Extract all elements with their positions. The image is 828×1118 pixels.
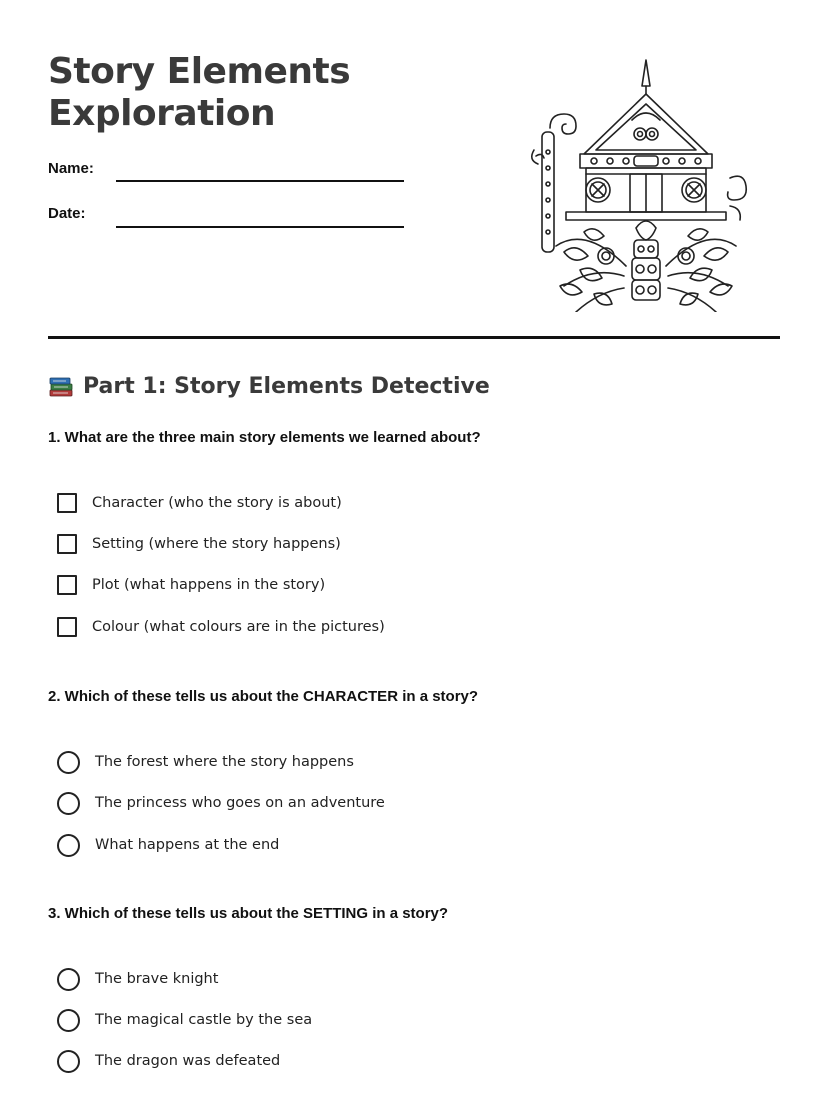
question-3: 3. Which of these tells us about the SETTING in a story? bbox=[48, 905, 449, 922]
checkbox[interactable] bbox=[57, 617, 77, 637]
question-2-option-2[interactable] bbox=[57, 790, 385, 816]
radio-button[interactable] bbox=[57, 1050, 80, 1073]
option-label: The forest where the story happens bbox=[95, 754, 354, 770]
question-2: 2. Which of these tells us about the CHARACTER in a story? bbox=[48, 688, 479, 705]
option-label: Plot (what happens in the story) bbox=[92, 577, 326, 593]
question-1-option-1[interactable] bbox=[57, 490, 342, 516]
question-3-option-3[interactable] bbox=[57, 1048, 280, 1074]
radio-button[interactable] bbox=[57, 968, 80, 991]
radio-button[interactable] bbox=[57, 792, 80, 815]
date-label: Date: bbox=[48, 205, 86, 222]
radio-button[interactable] bbox=[57, 1009, 80, 1032]
option-label: Colour (what colours are in the pictures) bbox=[92, 619, 385, 635]
radio-button[interactable] bbox=[57, 751, 80, 774]
wharenui-house-icon bbox=[524, 56, 764, 312]
question-1-option-4[interactable] bbox=[57, 614, 385, 640]
option-label: The dragon was defeated bbox=[95, 1053, 281, 1069]
option-label: The princess who goes on an adventure bbox=[95, 795, 385, 811]
checkbox[interactable] bbox=[57, 534, 77, 554]
title-line-2: Exploration bbox=[48, 93, 276, 134]
section-divider bbox=[48, 336, 780, 339]
part1-heading bbox=[48, 373, 490, 399]
option-label: The brave knight bbox=[95, 971, 219, 987]
option-label: The magical castle by the sea bbox=[95, 1012, 313, 1028]
question-3-option-1[interactable] bbox=[57, 966, 218, 992]
question-1-option-2[interactable] bbox=[57, 531, 341, 557]
radio-button[interactable] bbox=[57, 834, 80, 857]
question-1-option-3[interactable] bbox=[57, 572, 325, 598]
checkbox[interactable] bbox=[57, 493, 77, 513]
name-field[interactable] bbox=[116, 180, 404, 182]
question-2-option-3[interactable] bbox=[57, 832, 279, 858]
question-2-option-1[interactable] bbox=[57, 749, 354, 775]
part1-heading-text: Part 1: Story Elements Detective bbox=[83, 373, 490, 399]
question-1: 1. What are the three main story elements we learned about? bbox=[48, 429, 481, 446]
option-label: What happens at the end bbox=[95, 837, 280, 853]
name-label: Name: bbox=[48, 160, 94, 177]
option-label: Character (who the story is about) bbox=[92, 495, 342, 511]
checkbox[interactable] bbox=[57, 575, 77, 595]
question-3-option-2[interactable] bbox=[57, 1007, 312, 1033]
option-label: Setting (where the story happens) bbox=[92, 536, 341, 552]
date-field[interactable] bbox=[116, 226, 404, 228]
books-icon bbox=[48, 373, 74, 399]
title-line-1: Story Elements bbox=[48, 51, 351, 92]
worksheet-title bbox=[48, 51, 350, 135]
